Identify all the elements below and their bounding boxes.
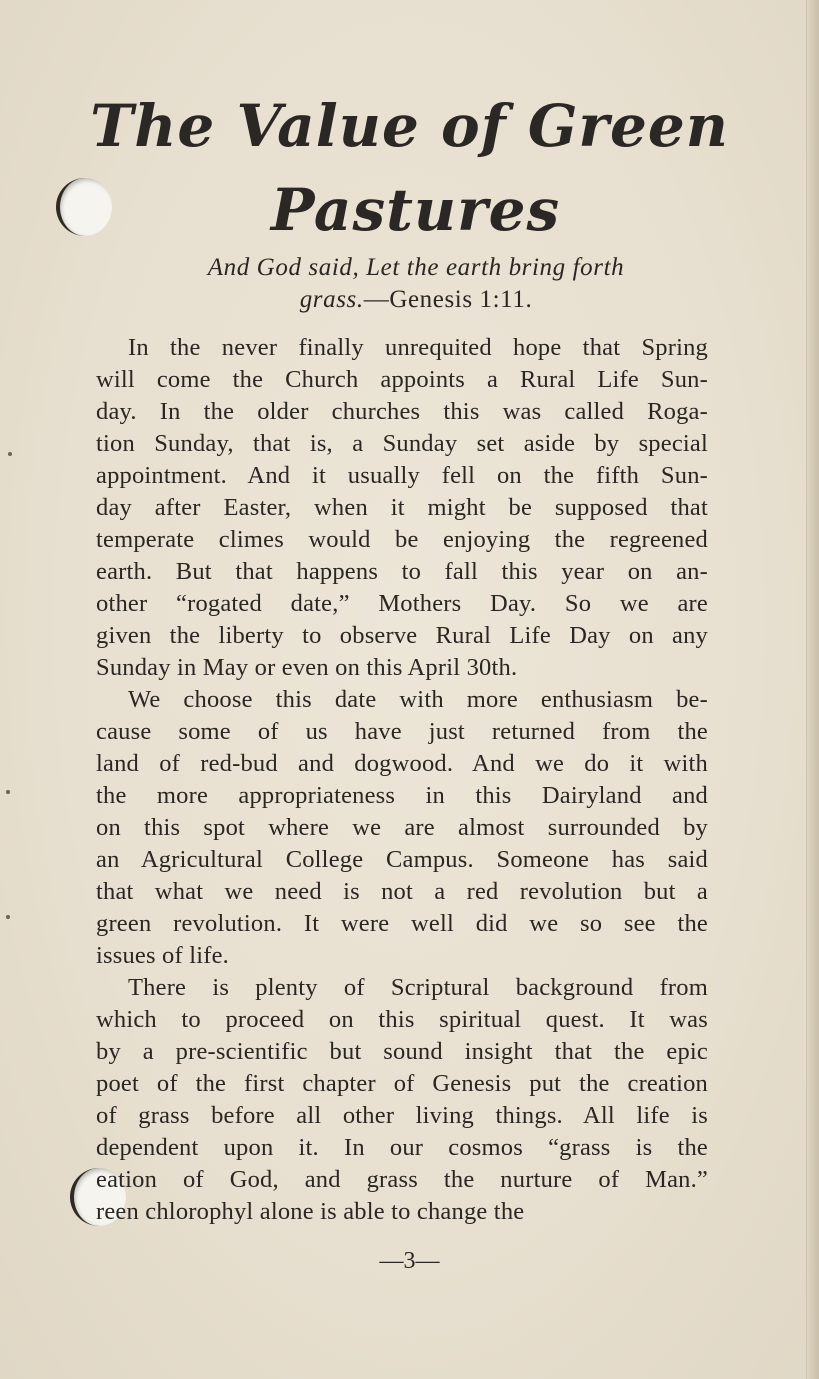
text-line: In the never finally unrequited hope that Spring [128, 334, 708, 361]
paragraph-2 [96, 684, 708, 972]
paragraph-3 [96, 972, 708, 1228]
text-line: land of red-bud and dogwood. And we do it with [96, 750, 708, 777]
paper-speck [6, 915, 10, 919]
text-line: poet of the first chapter of Genesis put the creation [96, 1070, 708, 1097]
text-line: by a pre-scientific but sound insight that the epic [96, 1038, 708, 1065]
text-line: the more appropriateness in this Dairyland and [96, 782, 708, 809]
text-line: earth. But that happens to fall this year on an- [96, 558, 708, 585]
epigraph-line-2 [96, 284, 736, 316]
text-line: of grass before all other living things. All life is [96, 1102, 708, 1129]
text-line: temperate climes would be enjoying the regreened [96, 526, 708, 553]
epigraph-line-1 [96, 252, 736, 284]
page-number: —3— [379, 1248, 440, 1274]
text-line: will come the Church appoints a Rural Life Sun- [96, 366, 708, 393]
text-line: given the liberty to observe Rural Life Day on any [96, 622, 708, 649]
epigraph-citation: —Genesis 1:11. [363, 286, 533, 313]
page-title-line-2: Pastures [270, 176, 561, 244]
text-line: issues of life. [96, 942, 229, 969]
text-line: tion Sunday, that is, a Sunday set aside by special [96, 430, 708, 457]
paper-speck [8, 452, 12, 456]
epigraph-quote-1: And God said, Let the earth bring forth [207, 254, 625, 281]
text-line: an Agricultural College Campus. Someone has said [96, 846, 708, 873]
text-line: green revolution. It were well did we so see the [96, 910, 708, 937]
text-line: Sunday in May or even on this April 30th. [96, 654, 518, 681]
text-line: There is plenty of Scriptural background from [128, 974, 708, 1001]
epigraph [96, 252, 736, 316]
text-line: other “rogated date,” Mothers Day. So we are [96, 590, 708, 617]
text-line: appointment. And it usually fell on the fifth Sun- [96, 462, 708, 489]
text-line: We choose this date with more enthusiasm be- [128, 686, 708, 713]
text-line: day. In the older churches this was called Roga- [96, 398, 708, 425]
text-line: which to proceed on this spiritual quest. It was [96, 1006, 708, 1033]
text-line: eation of God, and grass the nurture of Man.” [96, 1166, 708, 1193]
text-line: day after Easter, when it might be supposed that [96, 494, 708, 521]
body-text [96, 332, 708, 1228]
epigraph-quote-2: grass. [299, 286, 364, 313]
text-line: dependent upon it. In our cosmos “grass is the [96, 1134, 708, 1161]
text-line: reen chlorophyl alone is able to change the [96, 1198, 525, 1225]
text-line: cause some of us have just returned from the [96, 718, 708, 745]
paragraph-1 [96, 332, 708, 684]
text-line: on this spot where we are almost surrounded by [96, 814, 708, 841]
page-title-line-1: The Value of Green [90, 92, 729, 160]
text-line: that what we need is not a red revolution but a [96, 878, 708, 905]
paper-speck [6, 790, 10, 794]
